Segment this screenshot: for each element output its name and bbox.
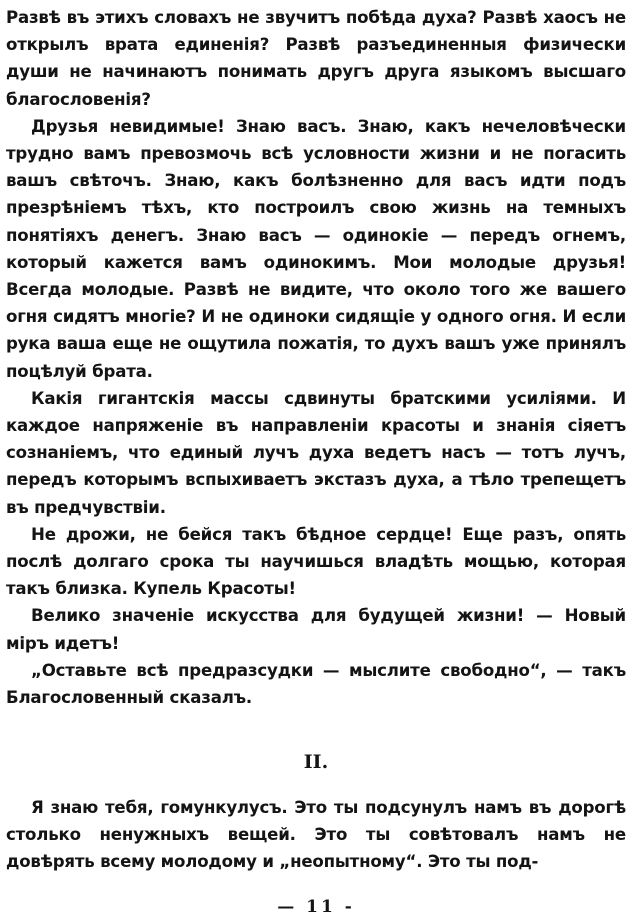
paragraph-4: Не дрожи, не бейся такъ бѣдное сердце! Еще разъ, опять послѣ долгаго срока ты научишься владѣть мощью, которая такъ близка. Купель Красоты! — [6, 524, 626, 599]
section-heading: II. — [303, 751, 329, 773]
section-paragraph-1: Я знаю тебя, гомункулусъ. Это ты подсунулъ намъ въ дорогѣ столько ненужныхъ вещей. Это ты совѣтовалъ намъ не довѣрять всему молодому и „неопытному“. Это ты под- — [6, 798, 626, 872]
section-text-block — [6, 794, 626, 876]
page-number: — 11 - — [277, 897, 355, 917]
main-text-block — [6, 4, 626, 711]
paragraph-2: Друзья невидимые! Знаю васъ. Знаю, какъ нечеловѣчески трудно вамъ превозмочь всѣ условности жизни и не погасить вашъ свѣточъ. Знаю, какъ болѣзненно для васъ идти подъ презрѣніемъ тѣхъ, кто построилъ свою жизнь на темныхъ понятіяхъ денегъ. Знаю васъ — одинокіе — передъ огнемъ, который кажется вамъ одинокимъ. Мои молодые друзья! Всегда молодые. Развѣ не видите, что около того же вашего огня сидятъ многіе? И не одиноки сидящіе у одного огня. И если рука ваша еще не ощутила пожатія, то духъ вашъ уже принялъ поцѣлуй брата. — [6, 116, 626, 381]
book-page — [6, 4, 626, 917]
paragraph-3: Какія гигантскія массы сдвинуты братскими усиліями. И каждое напряженіе въ направленіи красоты и знанія сіяетъ сознаніемъ, что единый лучъ духа ведетъ насъ — тотъ лучъ, передъ которымъ вспыхиваетъ экстазъ духа, а тѣло трепещетъ въ предчувствіи. — [6, 388, 626, 517]
paragraph-5: Велико значеніе искусства для будущей жизни! — Новый міръ идетъ! — [6, 606, 626, 653]
paragraph-1: Развѣ въ этихъ словахъ не звучитъ побѣда духа? Развѣ хаосъ не открылъ врата единенія? Развѣ разъединенныя физически души не начинаютъ понимать другъ друга языкомъ высшаго благословенія? — [6, 8, 626, 109]
paragraph-6: „Оставьте всѣ предразсудки — мыслите свободно“, — такъ Благословенный сказалъ. — [6, 660, 626, 708]
